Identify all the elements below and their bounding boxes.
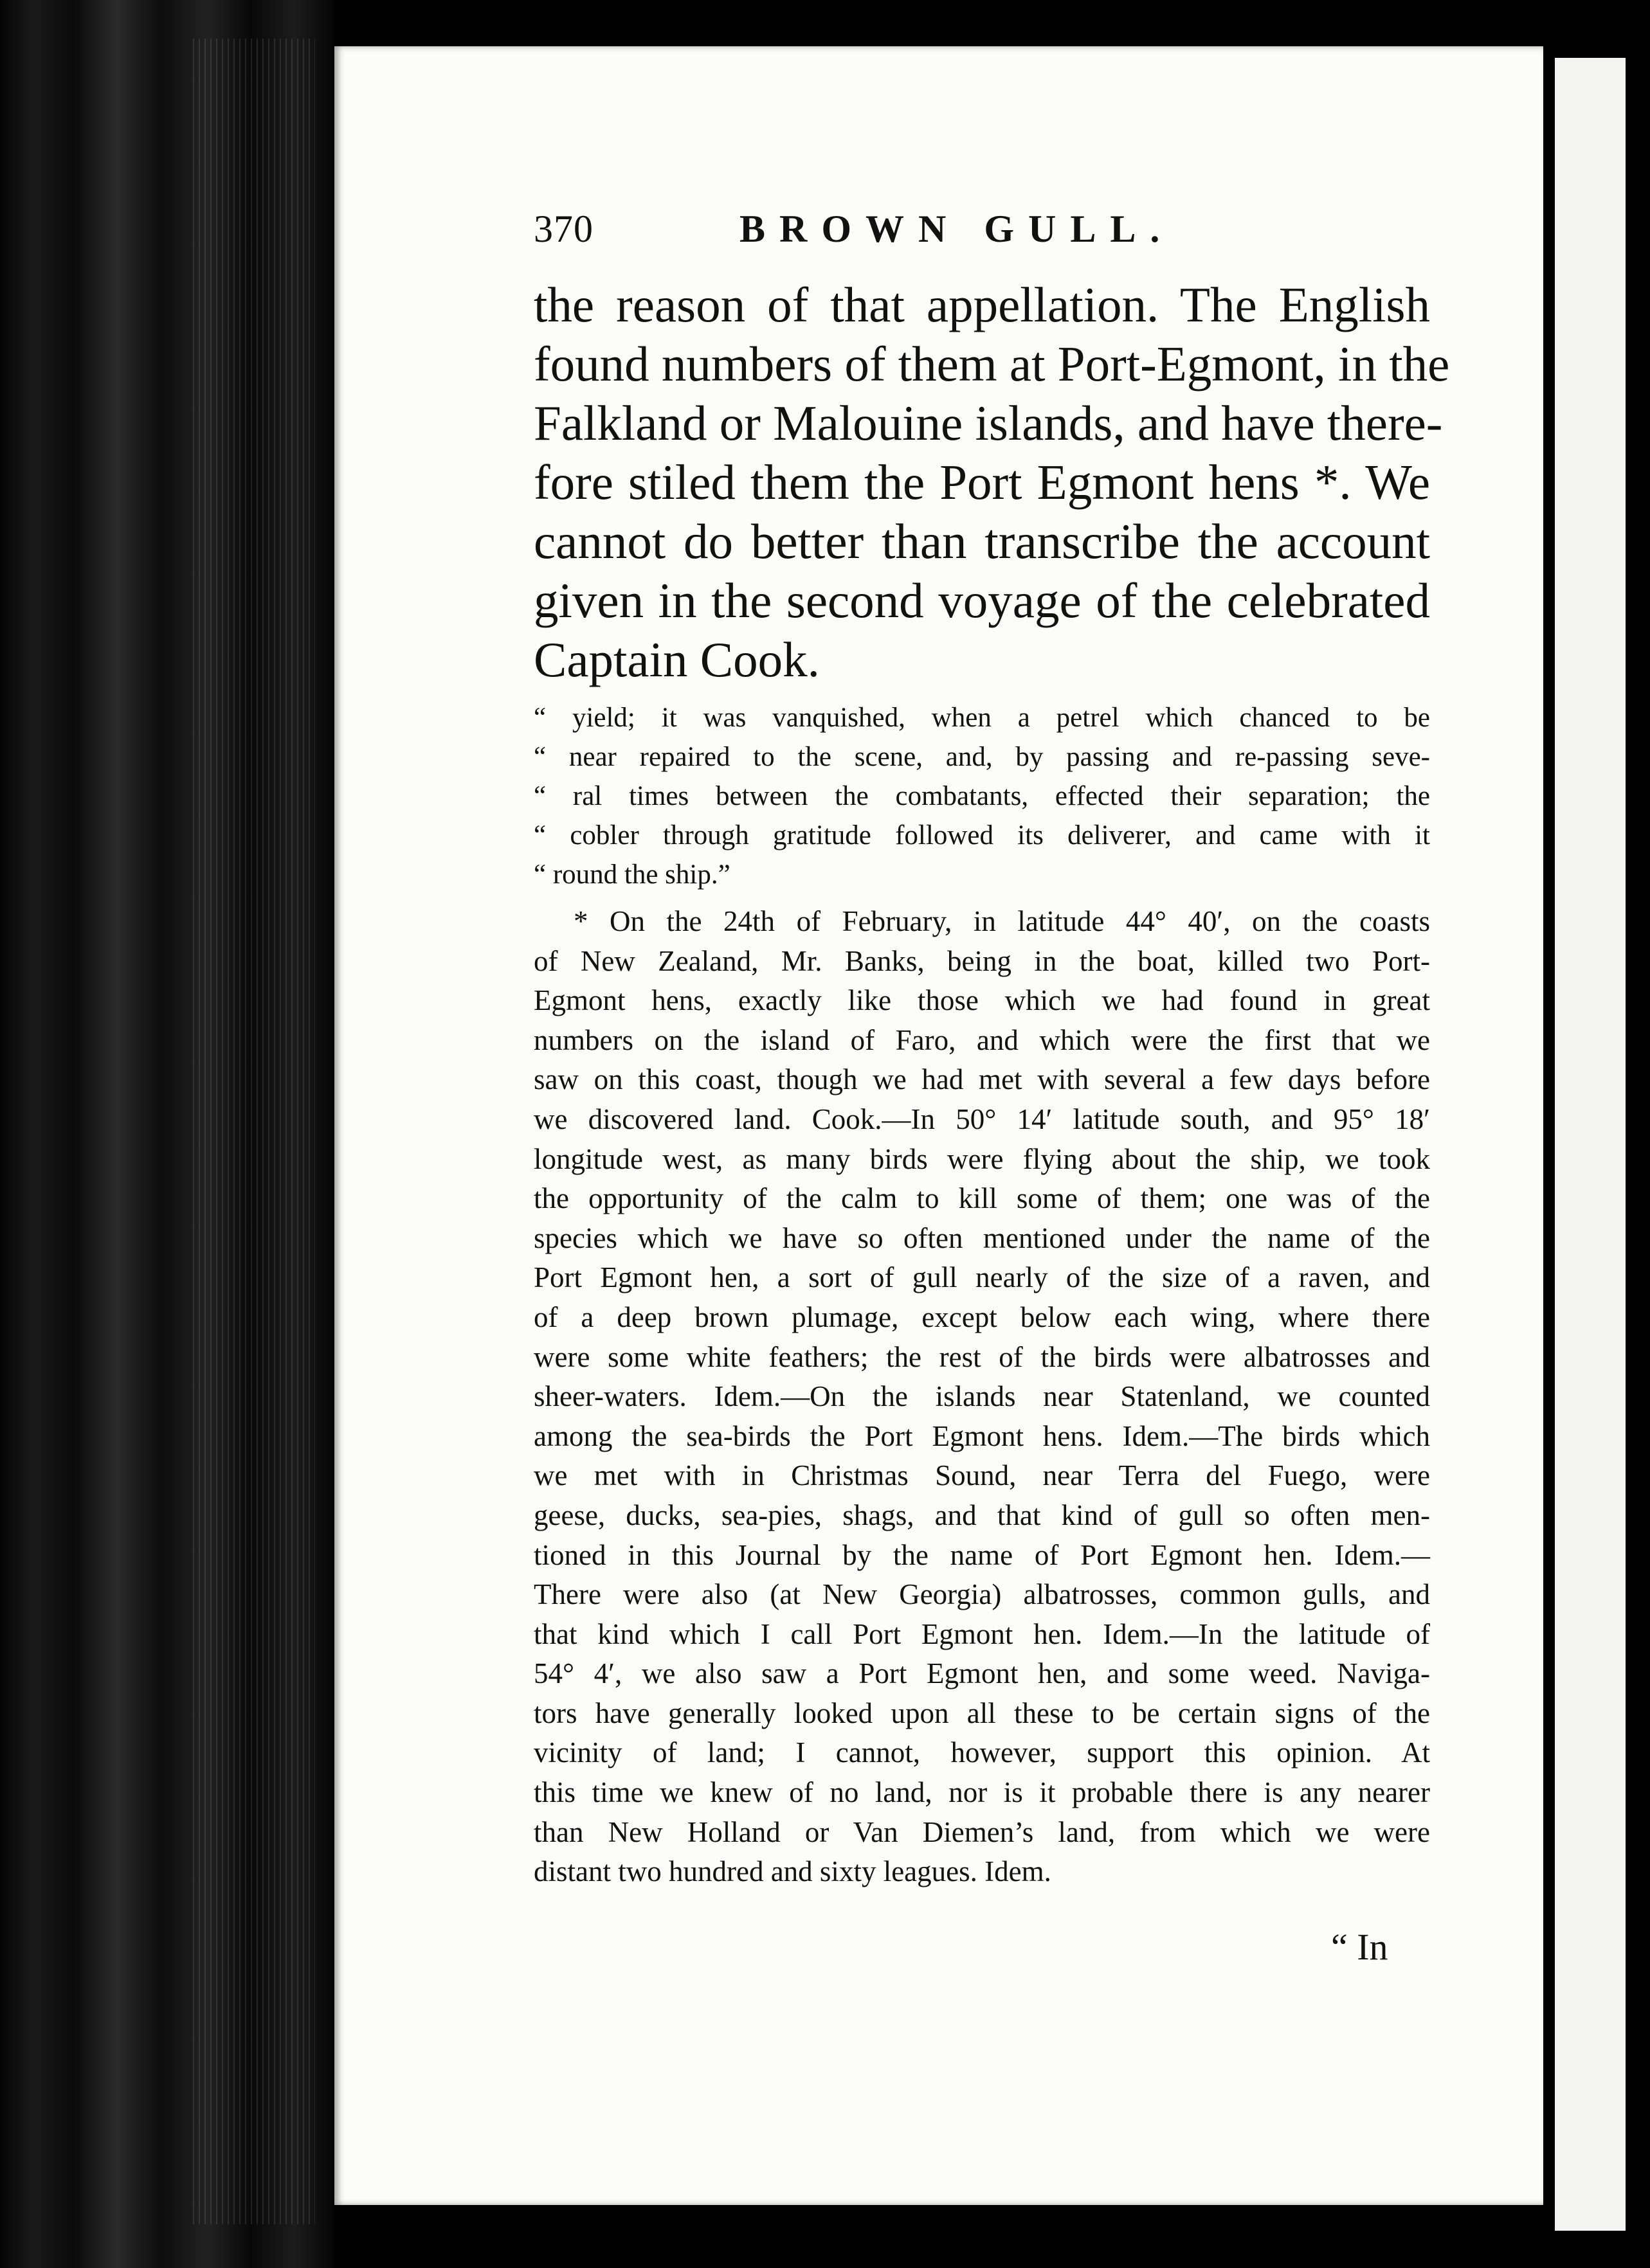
main-line: Falkland or Malouine islands, and have there- bbox=[534, 395, 1443, 451]
quoted-passage bbox=[534, 698, 1430, 894]
quote-line: “ near repaired to the scene, and, by passing and re-passing seve- bbox=[534, 742, 1430, 772]
catchword: “ In bbox=[1331, 1926, 1388, 1968]
quote-line: “ yield; it was vanquished, when a petrel which chanced to be bbox=[534, 703, 1430, 733]
footnote-line: Egmont hens, exactly like those which we had found in great bbox=[534, 984, 1430, 1017]
footnote-line: the opportunity of the calm to kill some of them; one was of the bbox=[534, 1182, 1430, 1215]
footnote-line: distant two hundred and sixty leagues. Idem. bbox=[534, 1855, 1051, 1888]
footnote-line: among the sea-birds the Port Egmont hens. Idem.—The birds which bbox=[534, 1419, 1430, 1452]
footnote bbox=[534, 902, 1430, 1892]
footnote-line: of a deep brown plumage, except below each wing, where there bbox=[534, 1300, 1430, 1333]
footnote-line: we discovered land. Cook.—In 50° 14′ latitude south, and 95° 18′ bbox=[534, 1102, 1430, 1135]
main-line: found numbers of them at Port-Egmont, in the bbox=[534, 336, 1450, 392]
footnote-line: Port Egmont hen, a sort of gull nearly of the size of a raven, and bbox=[534, 1261, 1430, 1294]
footnote-line: that kind which I call Port Egmont hen. Idem.—In the latitude of bbox=[534, 1617, 1430, 1650]
quote-line: “ cobler through gratitude followed its deliverer, and came with it bbox=[534, 820, 1430, 851]
footnote-line: vicinity of land; I cannot, however, support this opinion. At bbox=[534, 1736, 1430, 1769]
footnote-line: There were also (at New Georgia) albatrosses, common gulls, and bbox=[534, 1578, 1430, 1611]
main-line: cannot do better than transcribe the account bbox=[534, 514, 1430, 569]
footnote-line: 54° 4′, we also saw a Port Egmont hen, and some weed. Naviga- bbox=[534, 1657, 1430, 1690]
facing-page-edge bbox=[1555, 58, 1626, 2231]
footnote-line: longitude west, as many birds were flying about the ship, we took bbox=[534, 1142, 1430, 1175]
main-line: given in the second voyage of the celebrated bbox=[534, 573, 1430, 628]
footnote-line: this time we knew of no land, nor is it probable there is any nearer bbox=[534, 1776, 1430, 1809]
footnote-line: numbers on the island of Faro, and which were the first that we bbox=[534, 1023, 1430, 1056]
page-header bbox=[534, 207, 1434, 258]
main-line: the reason of that appellation. The English bbox=[534, 277, 1430, 332]
footnote-line: than New Holland or Van Diemen’s land, from which we were bbox=[534, 1815, 1430, 1848]
footnote-line: were some white feathers; the rest of the birds were albatrosses and bbox=[534, 1340, 1430, 1373]
main-line: Captain Cook. bbox=[534, 632, 820, 687]
footnote-line: * On the 24th of February, in latitude 44° 40′, on the coasts bbox=[574, 905, 1430, 937]
spine-texture bbox=[193, 39, 315, 2224]
footnote-line: sheer-waters. Idem.—On the islands near Statenland, we counted bbox=[534, 1380, 1430, 1413]
quote-line: “ ral times between the combatants, effected their separation; the bbox=[534, 781, 1430, 811]
running-head: BROWN GULL. bbox=[739, 208, 1174, 250]
footnote-line: of New Zealand, Mr. Banks, being in the boat, killed two Port- bbox=[534, 944, 1430, 977]
footnote-line: saw on this coast, though we had met with several a few days before bbox=[534, 1063, 1430, 1096]
footnote-line: geese, ducks, sea-pies, shags, and that kind of gull so often men- bbox=[534, 1498, 1430, 1531]
main-paragraph bbox=[534, 275, 1450, 689]
page-number: 370 bbox=[534, 208, 594, 250]
main-line: fore stiled them the Port Egmont hens *. We bbox=[534, 455, 1430, 510]
footnote-line: species which we have so often mentioned under the name of the bbox=[534, 1221, 1430, 1254]
footnote-line: we met with in Christmas Sound, near Terra del Fuego, were bbox=[534, 1459, 1430, 1492]
quote-line: “ round the ship.” bbox=[534, 860, 730, 890]
footnote-line: tioned in this Journal by the name of Port Egmont hen. Idem.— bbox=[534, 1538, 1430, 1571]
book-spine bbox=[0, 0, 334, 2268]
footnote-line: tors have generally looked upon all these to be certain signs of the bbox=[534, 1697, 1430, 1729]
